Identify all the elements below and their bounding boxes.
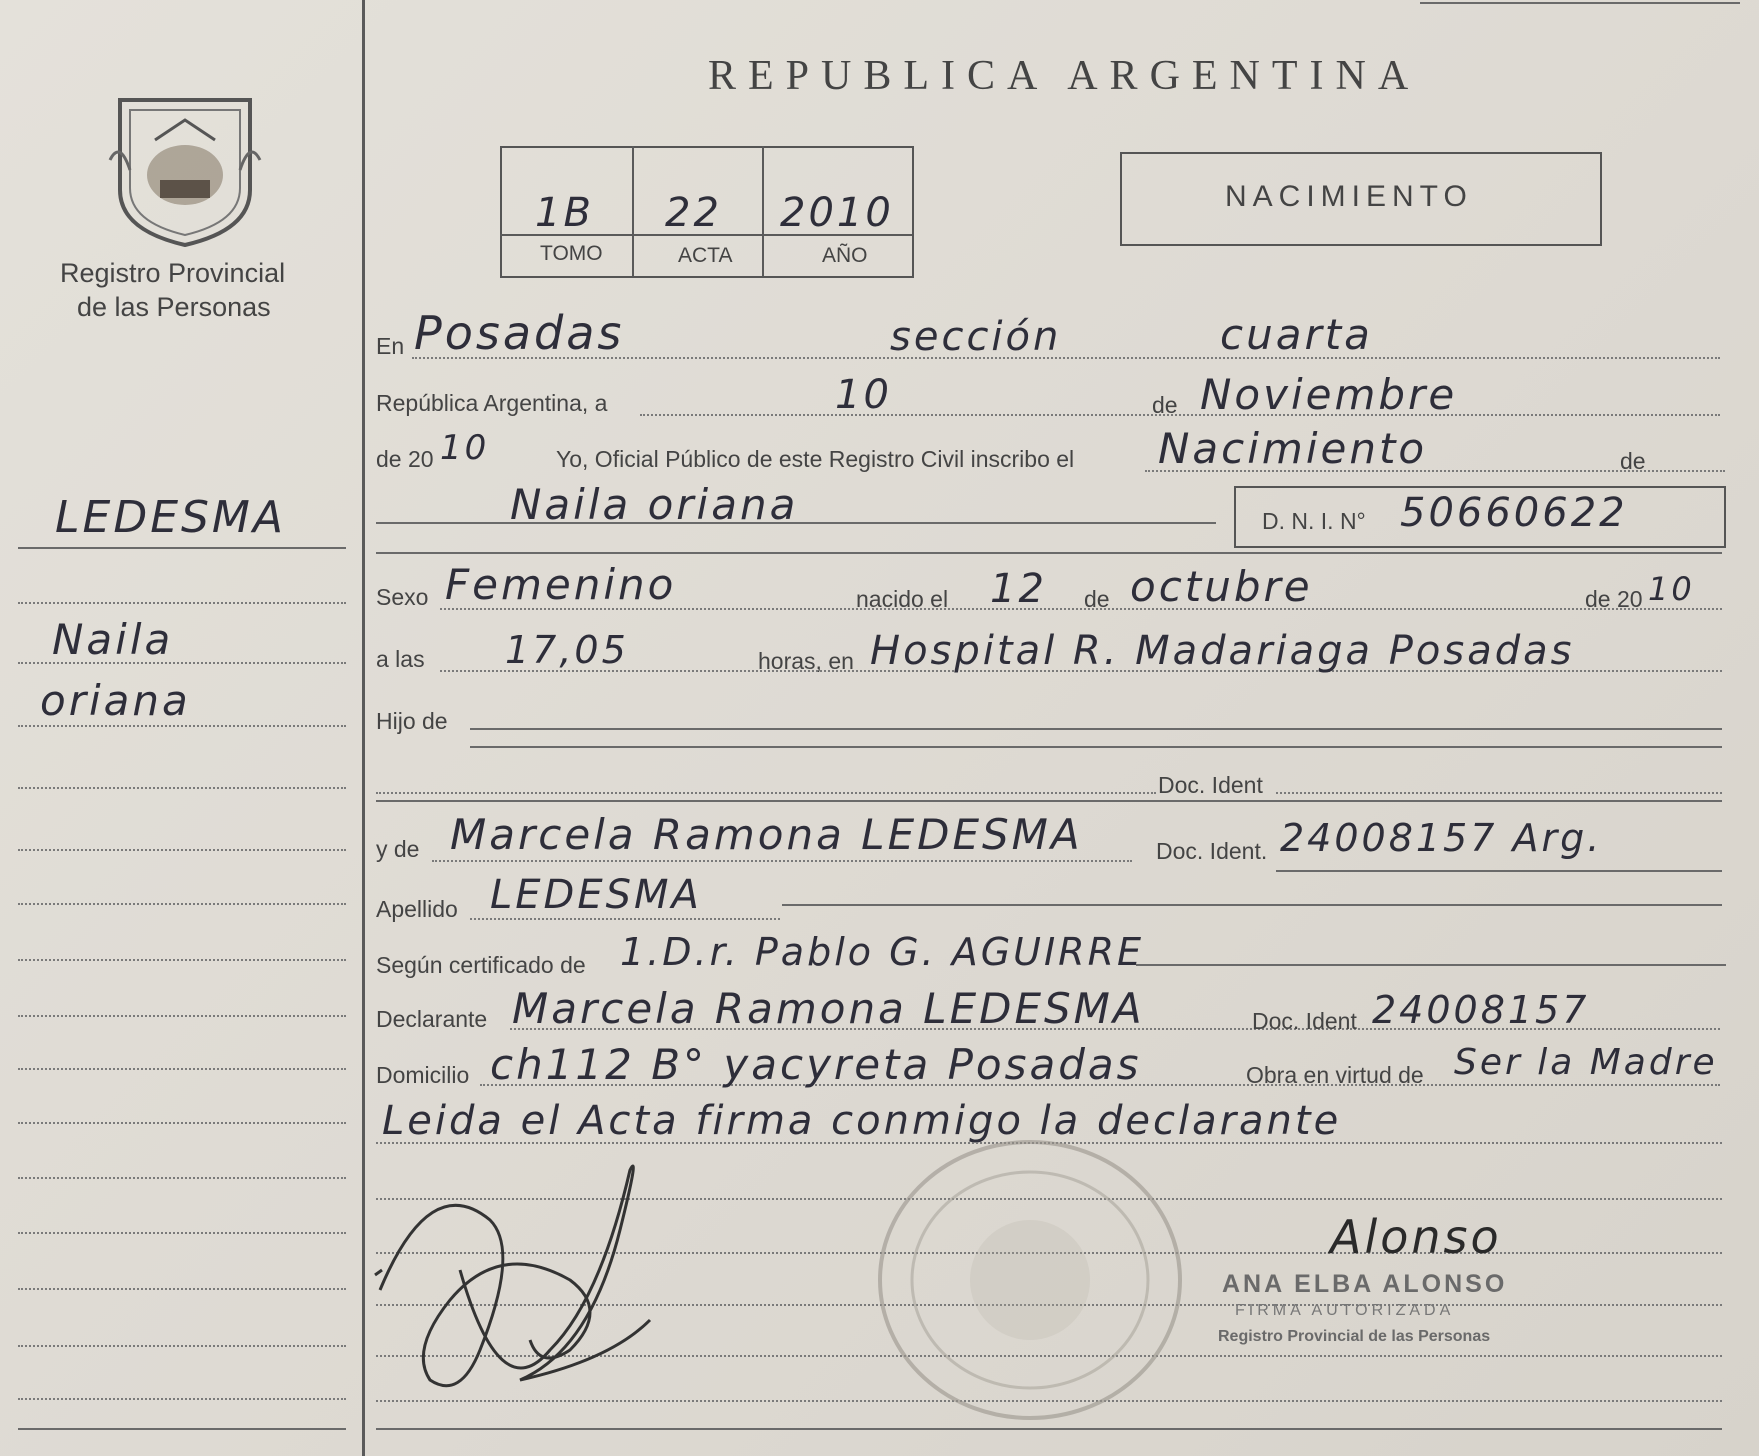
form-line — [470, 728, 1722, 730]
margin-line — [18, 1177, 346, 1179]
birth-year-suffix-value: 10 — [1648, 570, 1695, 608]
form-line — [640, 414, 1720, 416]
official-name: ANA ELBA ALONSO — [1222, 1270, 1508, 1298]
form-line — [376, 552, 1722, 554]
sexo-value: Femenino — [445, 560, 677, 609]
acta-value: 22 — [665, 190, 722, 236]
section-number-value: cuarta — [1220, 310, 1373, 359]
form-line — [376, 792, 1156, 794]
form-line — [470, 918, 780, 920]
lugar-value: Hospital R. Madariaga Posadas — [870, 628, 1575, 674]
day-value: 10 — [835, 372, 892, 418]
certificado-label: Según certificado de — [376, 952, 586, 978]
margin-line — [18, 662, 346, 664]
margin-line — [18, 1122, 346, 1124]
y-de-label: y de — [376, 836, 420, 862]
official-statement: Yo, Oficial Público de este Registro Civil inscribo el — [556, 446, 1075, 472]
form-line — [1276, 792, 1722, 794]
declarante-value: Marcela Ramona LEDESMA — [512, 984, 1145, 1033]
birth-month-value: octubre — [1130, 562, 1313, 611]
margin-line — [18, 1232, 346, 1234]
form-line — [432, 860, 1132, 862]
margin-line — [18, 1398, 346, 1400]
dni-label: D. N. I. N° — [1262, 508, 1366, 534]
form-line — [1136, 964, 1726, 966]
event-value: Nacimiento — [1158, 424, 1428, 473]
doc-ident-label: Doc. Ident — [1158, 772, 1263, 798]
place-value: Posadas — [414, 306, 625, 360]
hijo-label: Hijo de — [376, 708, 448, 734]
domicilio-label: Domicilio — [376, 1062, 470, 1088]
record-type-label: NACIMIENTO — [1225, 180, 1473, 213]
en-label: En — [376, 333, 405, 359]
official-office: Registro Provincial de las Personas — [1218, 1328, 1491, 1345]
sexo-label: Sexo — [376, 584, 429, 610]
margin-given-name-1: Naila — [52, 615, 174, 664]
margin-line — [18, 1345, 346, 1347]
apellido-value: LEDESMA — [490, 872, 702, 918]
a-las-label: a las — [376, 646, 425, 672]
declarante-label: Declarante — [376, 1006, 488, 1032]
ref-divider — [632, 146, 634, 276]
month-value: Noviembre — [1200, 370, 1458, 419]
official-stamp-icon — [860, 1130, 1200, 1430]
closing-note: Leida el Acta firma conmigo la declarante — [382, 1098, 1342, 1144]
margin-line — [18, 602, 346, 604]
registry-name-line2: de las Personas — [77, 292, 271, 322]
column-divider — [362, 0, 365, 1456]
year-suffix-value: 10 — [440, 428, 490, 468]
form-line — [376, 800, 1722, 802]
margin-surname: LEDESMA — [55, 492, 286, 543]
form-line — [782, 904, 1722, 906]
obra-label: Obra en virtud de — [1246, 1062, 1424, 1088]
margin-line — [18, 1015, 346, 1017]
margin-line — [18, 903, 346, 905]
de-label-3: de — [1084, 586, 1110, 612]
country-title: REPUBLICA ARGENTINA — [708, 53, 1421, 99]
ref-divider — [762, 146, 764, 276]
birth-year-prefix-label: de 20 — [1585, 586, 1643, 612]
margin-given-name-2: oriana — [40, 676, 191, 725]
margin-line — [18, 849, 346, 851]
apellido-label: Apellido — [376, 896, 458, 922]
tomo-value: 1B — [535, 190, 594, 236]
registry-name-line1: Registro Provincial — [60, 258, 286, 288]
margin-line — [18, 547, 346, 549]
certificado-value: 1.D.r. Pablo G. AGUIRRE — [620, 930, 1144, 974]
mother-doc-value: 24008157 Arg. — [1280, 816, 1603, 860]
republica-label: República Argentina, a — [376, 390, 608, 416]
declarant-signature — [370, 1150, 700, 1410]
margin-line — [18, 725, 346, 727]
hora-value: 17,05 — [505, 628, 629, 672]
doc-ident-label-2: Doc. Ident. — [1156, 838, 1268, 864]
horas-en-label: horas, en — [758, 648, 854, 674]
birth-day-value: 12 — [990, 566, 1047, 612]
de-label: de — [1152, 392, 1178, 418]
official-signature: Alonso — [1330, 1210, 1502, 1264]
form-line — [470, 746, 1722, 748]
mother-name-value: Marcela Ramona LEDESMA — [450, 810, 1083, 859]
margin-line — [18, 1428, 346, 1430]
year-prefix-label: de 20 — [376, 446, 434, 472]
doc-ident-label-3: Doc. Ident — [1252, 1008, 1357, 1034]
declarante-doc-value: 24008157 — [1372, 988, 1590, 1032]
child-name-value: Naila oriana — [510, 480, 799, 529]
margin-line — [18, 1068, 346, 1070]
dni-value: 50660622 — [1400, 490, 1628, 536]
domicilio-value: ch112 B° yacyreta Posadas — [490, 1040, 1142, 1089]
margin-line — [18, 959, 346, 961]
acta-label: ACTA — [678, 244, 733, 267]
provincial-seal-icon — [100, 80, 270, 250]
anio-value: 2010 — [780, 190, 894, 236]
top-rule — [1420, 2, 1740, 4]
margin-line — [18, 787, 346, 789]
section-value: sección — [890, 314, 1062, 360]
margin-line — [18, 1288, 346, 1290]
official-role: FIRMA AUTORIZADA — [1235, 1302, 1455, 1319]
form-line — [1276, 870, 1722, 872]
anio-label: AÑO — [822, 244, 868, 267]
obra-value: Ser la Madre — [1454, 1042, 1718, 1083]
nacido-label: nacido el — [856, 586, 949, 612]
de-label-2: de — [1620, 448, 1646, 474]
tomo-label: TOMO — [540, 242, 603, 265]
